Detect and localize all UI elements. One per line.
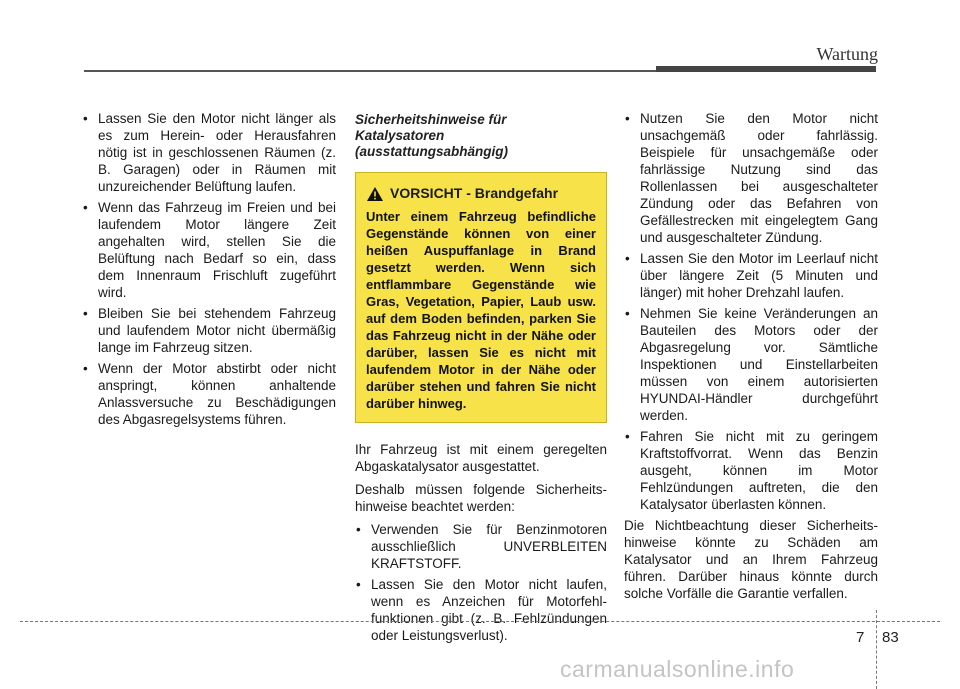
paragraph: Deshalb müssen folgende Sicherheits-hinweise beachtet werden: bbox=[355, 482, 607, 514]
heading-line: (ausstattungsabhängig) bbox=[355, 144, 509, 159]
heading-line: Katalysatoren bbox=[355, 128, 445, 143]
list-item: • Nehmen Sie keine Veränderungen an Bauteilen des Motors oder der Abgasregelung vor. Sämtliche Inspektionen und Einstellarbeiten müssen von einem autorisierten HYUNDAI-Händler durchgeführt werden. bbox=[624, 305, 878, 424]
header-rule-accent bbox=[656, 66, 876, 72]
list-item: • Lassen Sie den Motor nicht laufen, wenn es Anzeichen für Motorfehl-funktionen gibt (z. B. Fehlzündungen oder Leistungsverlust). bbox=[355, 576, 607, 644]
column-right bbox=[624, 110, 878, 608]
list-item: • Lassen Sie den Motor im Leerlauf nicht über längere Zeit (5 Minuten und länger) mit hoher Drehzahl laufen. bbox=[624, 250, 878, 301]
list-item: • Lassen Sie den Motor nicht länger als es zum Herein- oder Herausfahren nötig ist in geschlossenen Räumen (z. B. Garagen) oder in Räumen mit unzureichender Belüftung laufen. bbox=[82, 110, 336, 195]
warning-title-text: VORSICHT - Brandgefahr bbox=[390, 185, 559, 201]
list-item: • Bleiben Sie bei stehendem Fahrzeug und laufendem Motor nicht übermäßig lange im Fahrzeug sitzen. bbox=[82, 305, 336, 356]
heading-line: Sicherheitshinweise für bbox=[355, 112, 507, 127]
paragraph: Ihr Fahrzeug ist mit einem geregelten Abgaskatalysator ausgestattet. bbox=[355, 442, 607, 474]
warning-box bbox=[355, 172, 607, 423]
list-item: • Verwenden Sie für Benzinmotoren ausschließlich UNVERBLEITEN KRAFTSTOFF. bbox=[355, 521, 607, 572]
catalyst-heading bbox=[355, 112, 607, 160]
column-left bbox=[82, 110, 336, 432]
chapter-number: 7 bbox=[856, 629, 865, 646]
page-number: 83 bbox=[882, 629, 899, 646]
section-title: Wartung bbox=[816, 44, 878, 64]
bullet-list-middle bbox=[355, 521, 607, 644]
bullet-list-right bbox=[624, 110, 878, 513]
list-item: • Wenn das Fahrzeug im Freien und bei laufendem Motor längere Zeit angehalten wird, stellen Sie die Belüftung nach Bedarf so ein, dass dem Innenraum Frischluft zugeführt wird. bbox=[82, 199, 336, 301]
list-item: • Wenn der Motor abstirbt oder nicht anspringt, können anhaltende Anlassversuche zu Beschädigungen des Abgasregelsystems führen. bbox=[82, 360, 336, 428]
bullet-list-left bbox=[82, 110, 336, 428]
list-item: • Fahren Sie nicht mit zu geringem Kraftstoffvorrat. Wenn das Benzin ausgeht, können im Motor Fehlzündungen auftreten, die den Katalysator überlasten können. bbox=[624, 428, 878, 513]
warning-title bbox=[366, 185, 596, 202]
footer-divider bbox=[876, 610, 877, 689]
footer-rule bbox=[20, 621, 940, 622]
warning-text: Unter einem Fahrzeug befindliche Gegenstände können von einer heißen Auspuffanlage in Brand gesetzt werden. Wenn sich entflammbare Gegenstände wie Gras, Vegetation, Papier, Laub usw. auf dem Boden befinden, parken Sie das Fahrzeug nicht in der Nähe oder darüber, lassen Sie es nicht mit laufendem Motor in der Nähe oder darüber stehen und fahren Sie nicht darüber hinweg. bbox=[366, 209, 596, 411]
paragraph: Die Nichtbeachtung dieser Sicherheits-hinweise könnte zu Schäden am Katalysator und an Ihrem Fahrzeug führen. Darüber hinaus könnte durch solche Vorfälle die Garantie verfallen. bbox=[624, 518, 878, 601]
warning-triangle-icon bbox=[366, 186, 384, 202]
list-item: • Nutzen Sie den Motor nicht unsachgemäß oder fahrlässig. Beispiele für unsachgemäße oder fahrlässige Nutzung sind das Rollenlassen bei ausgeschalteter Zündung oder das Befahren von Gefällestrecken mit eingelegtem Gang und ausgeschalteter Zündung. bbox=[624, 110, 878, 246]
watermark: carmanualsonline.info bbox=[560, 656, 795, 682]
column-middle bbox=[355, 112, 607, 648]
